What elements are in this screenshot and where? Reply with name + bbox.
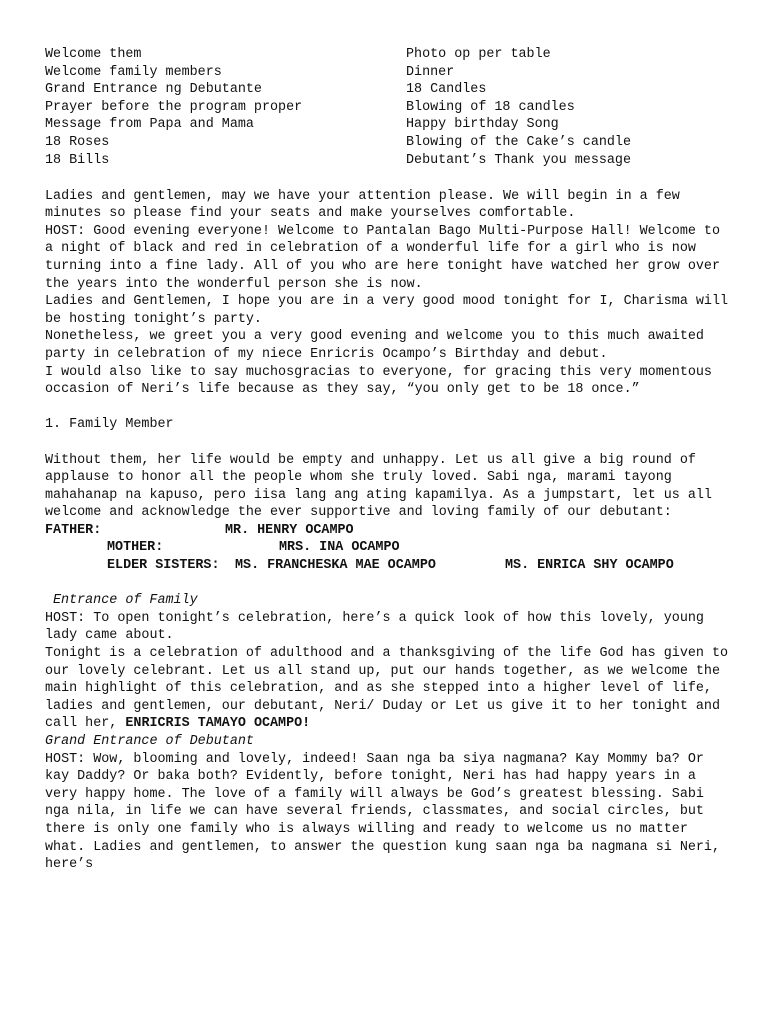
spacer xyxy=(45,575,735,593)
agenda-item: Happy birthday Song xyxy=(406,117,559,133)
father-label: FATHER: xyxy=(45,522,102,538)
sister-name: MS. FRANCHESKA MAE OCAMPO xyxy=(235,558,436,574)
hosting-paragraph: Ladies and Gentlemen, I hope you are in a very good mood tonight for I, Charisma will be hosting tonight’s party. xyxy=(45,294,729,327)
agenda-item: Blowing of 18 candles xyxy=(406,99,575,115)
grand-entrance-heading: Grand Entrance of Debutant xyxy=(45,734,254,749)
host-welcome-paragraph: HOST: Good evening everyone! Welcome to Pantalan Bago Multi-Purpose Hall! Welcome to a night of black and red in celebration of a wonderful life for a girl who is now turning into a fine lady. All of you who are here tonight have watched her grow over the years into the wonderful person she is now. xyxy=(45,223,720,292)
agenda-right-column xyxy=(406,46,631,169)
program-agenda xyxy=(45,46,735,170)
agenda-item: 18 Candles xyxy=(406,82,487,98)
spacer xyxy=(45,170,735,188)
agenda-item: Prayer before the program proper xyxy=(45,99,303,115)
agenda-item: 18 Bills xyxy=(45,152,110,168)
sisters-label: ELDER SISTERS: xyxy=(107,558,220,574)
sister-name: MS. ENRICA SHY OCAMPO xyxy=(505,558,674,574)
entrance-family-text: Tonight is a celebration of adulthood and a thanksgiving of the life God has given to our lovely celebrant. Let us all stand up, put our hands together, as we welcome the main highlight of this celebration, and as she stepped into a higher level of life, ladies and gentlemen, our debutant, Neri/ Duday or Let us give it to her tonight and call her, xyxy=(45,646,729,732)
father-name: MR. HENRY OCAMPO xyxy=(225,522,354,538)
agenda-item: Grand Entrance ng Debutante xyxy=(45,82,262,98)
agenda-item: Welcome family members xyxy=(45,64,222,80)
mother-row xyxy=(45,539,735,557)
thanks-paragraph: I would also like to say muchosgracias to everyone, for gracing this very momentous occasion of Neri’s life because as they say, “you only get to be 18 once.” xyxy=(45,364,712,398)
agenda-item: 18 Roses xyxy=(45,134,110,150)
family-paragraph: Without them, her life would be empty and unhappy. Let us all give a big round of applause to honor all the people whom she truly loved. Sabi nga, marami tayong mahahanap na kapuso, pero iisa lang ang ating kapamilya. As a jumpstart, let us all welcome and acknowledge the ever supportive and loving family of our debutant: xyxy=(45,452,712,521)
agenda-item: Debutant’s Thank you message xyxy=(406,152,631,168)
attention-paragraph: Ladies and gentlemen, may we have your attention please. We will begin in a few minutes so please find your seats and make yourselves comfortable. xyxy=(45,188,680,222)
greeting-paragraph: Nonetheless, we greet you a very good evening and welcome you to this much awaited party in celebration of my niece Enricris Ocampo’s Birthday and debut. xyxy=(45,329,704,362)
entrance-family-paragraph xyxy=(45,645,735,733)
agenda-item: Blowing of the Cake’s candle xyxy=(406,134,631,150)
entrance-host-line: HOST: To open tonight’s celebration, here’s a quick look of how this lovely, young lady came about. xyxy=(45,610,704,644)
agenda-left-column xyxy=(45,46,302,169)
agenda-item: Message from Papa and Mama xyxy=(45,117,254,133)
mother-name: MRS. INA OCAMPO xyxy=(279,540,400,556)
entrance-family-heading: Entrance of Family xyxy=(53,593,198,609)
agenda-item: Photo op per table xyxy=(406,47,551,62)
spacer xyxy=(45,399,735,417)
family-section-heading: 1. Family Member xyxy=(45,417,174,433)
grand-entrance-paragraph: HOST: Wow, blooming and lovely, indeed! Saan nga ba siya nagmana? Kay Mommy ba? Or kay Daddy? Or baka both? Evidently, before tonight, Neri has had happy years in a very happy home. The love of a family will always be God’s greatest blessing. Sabi nga nila, in life we can have several friends, classmates, and social circles, but there is only one family who is always willing and ready to welcome us no matter what. Ladies and gentlemen, to answer the question kung saan nga ba nagmana si Neri, here’s xyxy=(45,751,720,873)
celebrant-name: ENRICRIS TAMAYO OCAMPO! xyxy=(125,716,311,732)
spacer xyxy=(45,434,735,452)
agenda-item: Dinner xyxy=(406,64,455,80)
sisters-row xyxy=(45,557,735,575)
document-page xyxy=(45,46,735,874)
agenda-item: Welcome them xyxy=(45,47,142,62)
mother-label: MOTHER: xyxy=(107,540,164,556)
father-row xyxy=(45,522,735,540)
